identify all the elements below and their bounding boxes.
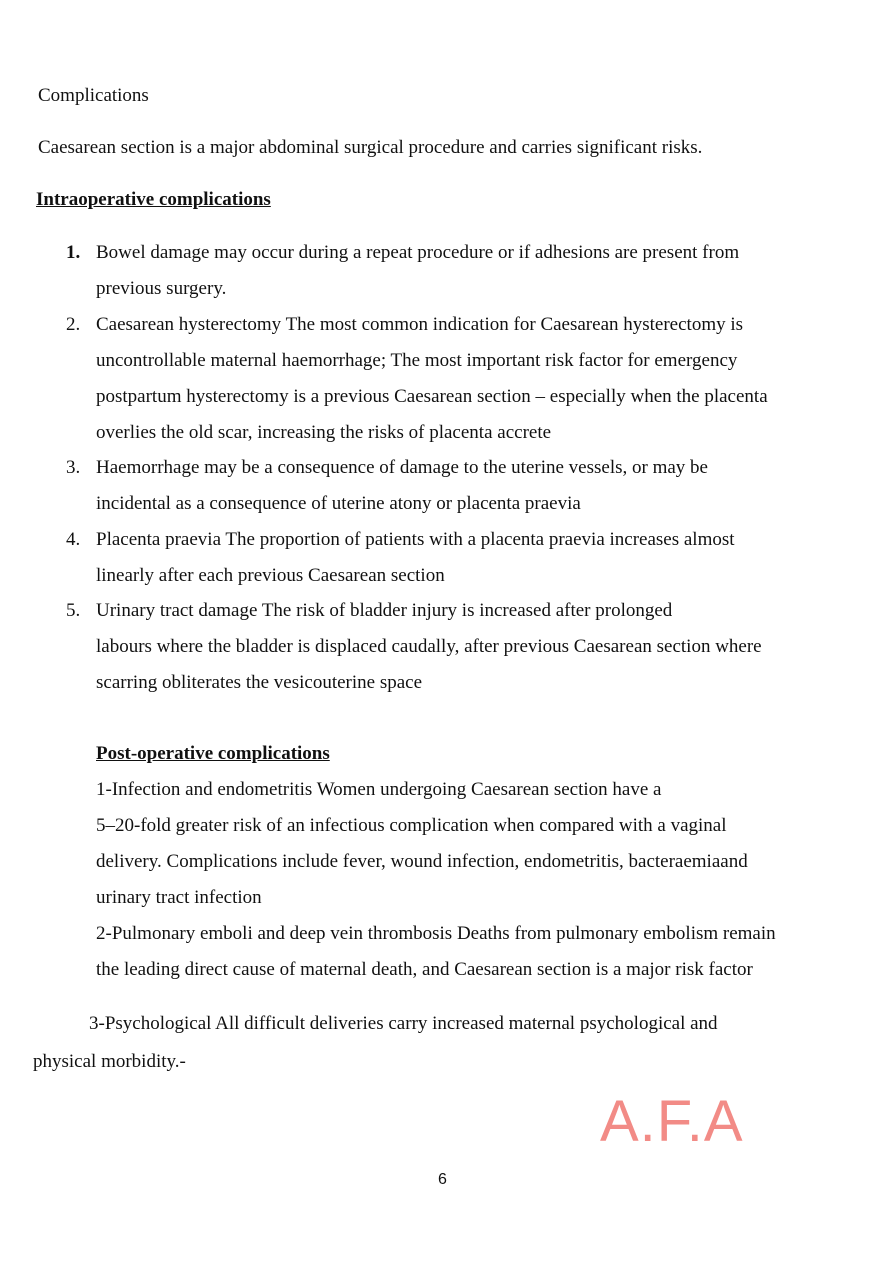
postop-line-1: 1-Infection and endometritis Women undergoing Caesarean section have a xyxy=(96,779,662,800)
item-number-1: 1. xyxy=(66,242,81,263)
item-2-line-2: uncontrollable maternal haemorrhage; The most important risk factor for emergency xyxy=(96,350,738,371)
item-4-line-2: linearly after each previous Caesarean section xyxy=(96,565,445,586)
postop-line-6: the leading direct cause of maternal death, and Caesarean section is a major risk factor xyxy=(96,959,753,980)
item-5-line-2: labours where the bladder is displaced caudally, after previous Caesarean section where xyxy=(96,636,762,657)
section-heading: Complications xyxy=(38,85,149,106)
intraoperative-title: Intraoperative complications xyxy=(36,189,271,210)
item-number-3: 3. xyxy=(66,457,81,478)
item-4-line-1: Placenta praevia The proportion of patients with a placenta praevia increases almost xyxy=(96,529,735,550)
postop-line-2: 5–20-fold greater risk of an infectious complication when compared with a vaginal xyxy=(96,815,727,836)
item-3-line-2: incidental as a consequence of uterine atony or placenta praevia xyxy=(96,493,581,514)
page-number: 6 xyxy=(438,1171,447,1188)
intro-paragraph: Caesarean section is a major abdominal surgical procedure and carries significant risks. xyxy=(38,137,703,158)
item-3-line-1: Haemorrhage may be a consequence of damage to the uterine vessels, or may be xyxy=(96,457,708,478)
postop-line-3: delivery. Complications include fever, wound infection, endometritis, bacteraemiaand xyxy=(96,851,748,872)
item-number-2: 2. xyxy=(66,314,81,335)
item-2-line-1: Caesarean hysterectomy The most common indication for Caesarean hysterectomy is xyxy=(96,314,744,335)
item-number-5: 5. xyxy=(66,600,81,621)
item-number-4: 4. xyxy=(66,529,81,550)
psych-line-2: physical morbidity.- xyxy=(33,1051,186,1072)
item-1-line-1: Bowel damage may occur during a repeat procedure or if adhesions are present from xyxy=(96,242,740,263)
postop-line-5: 2-Pulmonary emboli and deep vein thrombosis Deaths from pulmonary embolism remain xyxy=(96,923,776,944)
watermark: A.F.A xyxy=(600,1089,744,1154)
postop-line-4: urinary tract infection xyxy=(96,887,262,908)
item-2-line-3: postpartum hysterectomy is a previous Caesarean section – especially when the placenta xyxy=(96,386,768,407)
postoperative-title: Post-operative complications xyxy=(96,743,330,764)
item-1-line-2: previous surgery. xyxy=(96,278,227,299)
item-5-line-3: scarring obliterates the vesicouterine space xyxy=(96,672,423,693)
item-2-line-4: overlies the old scar, increasing the risks of placenta accrete xyxy=(96,422,552,443)
psych-line-1: 3-Psychological All difficult deliveries carry increased maternal psychological and xyxy=(89,1013,718,1034)
item-5-line-1: Urinary tract damage The risk of bladder injury is increased after prolonged xyxy=(96,600,673,621)
